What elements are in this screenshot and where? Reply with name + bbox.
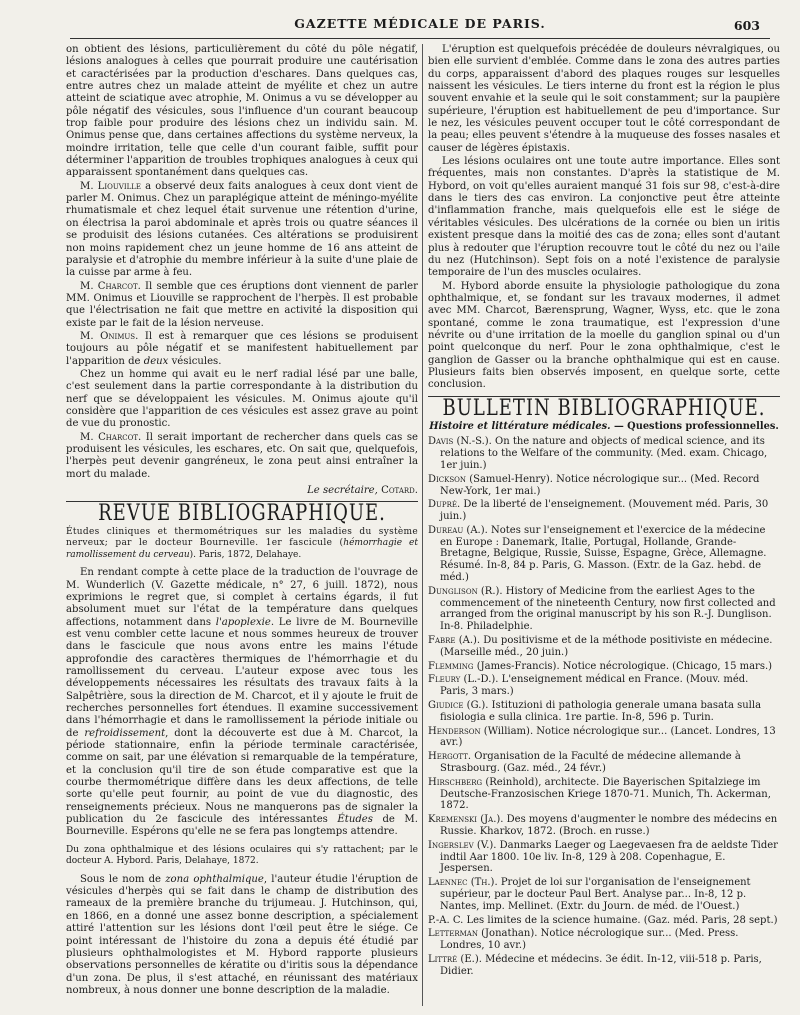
paragraph: M. Hybord aborde ensuite la physiologie pathologique du zona ophthalmique, et, se fondant sur les travaux modernes, il admet avec MM. Charcot, Bærensprung, Wagner, Wyss, etc. que le zona spontané, comme le zona traumatique, est l'expression d'une névrite ou d'une irritation de la moelle du ganglion spinal ou d'un point quelconque du nerf. Pour le zona ophthalmique, c'est le ganglion de Gasser ou la branche ophthalmique qui est en cause. Plusieurs faits bien observés imposent, en quelque sorte, cette conclusion. [428,280,780,391]
bibliography-entry [428,499,780,523]
entry-text: L'enseignement médical en France. (Mouv. méd. Paris, 3 mars.) [440,674,749,698]
bibliography-entry [428,436,780,471]
bibliography-entry [428,751,780,775]
entry-text: (Samuel-Henry). Notice nécrologique sur... (Med. Record New-York, 1er mai.) [440,473,760,497]
paragraph: M. Onimus. Il est à remarquer que ces lésions se produisent toujours au pôle négatif et se manifestent habituellement par l'apparition de deux vésicules. [66,330,418,367]
entry-text: On the nature and objects of medical science, and its relations to the Welfare of the community. (Med. exam. Chicago, 1er juin.) [440,436,768,471]
entry-author: Hirschberg [428,776,483,788]
entry-author: Dureau (A.). [428,524,488,536]
bibliography-entry [428,586,780,633]
review-heading: Du zona ophthalmique et des lésions oculaires qui s'y rattachent; par le docteur A. Hybord. Paris, Delahaye, 1872. [66,844,418,867]
speaker: M. Charcot. [80,431,142,443]
entry-author: Fleury (L.-D.). [428,674,499,686]
review-section-title: REVUE BIBLIOGRAPHIQUE. [98,500,386,527]
page-header [70,0,770,33]
paragraph: Sous le nom de zona ophthalmique, l'auteur étudie l'éruption de vésicules d'herpès qui se fait dans le champ de distribution des rameaux de la première branche du trijumeau. J. Hutchinson, qui, en 1866, en a donné une assez bonne description, a spécialement attiré l'attention sur les lésions dont l'œil peut être le siége. Ce point intéressant de l'histoire du zona a depuis été étudié par plusieurs ophthalmologistes et M. Hybord rapporte plusieurs observations personnelles de kératite ou d'iritis sous la dépendance d'un zona. De plus, il s'est attaché, en réunissant des matériaux nombreux, à nous donner une bonne description de la maladie. [66,873,418,996]
entry-text: Danmarks Laeger og Laegevaesen fra de aeldste Tider indtil Aar 1800. 10e liv. In-8, 129 à 208. Copenhague, E. Jespersen. [440,839,778,875]
entry-text: Istituzioni di pathologia generale umana basata sulla fisiologia e sulla clinica. 1re partie. In-8, 596 p. Turin. [440,700,762,723]
bibliography-entry [428,777,780,812]
signature: Le secrétaire, Cotard. [307,485,418,497]
bibliography-entry [428,661,780,673]
bibliography-entry [428,635,780,659]
bibliography-entry [428,954,780,978]
bibliography-entry [428,928,780,952]
right-column [428,44,780,1006]
left-column [66,44,418,1006]
entry-author: Kremenski (Ja.). [428,814,504,826]
entry-author: Flemming [428,660,474,672]
bibliography-entry [428,877,780,912]
entry-text: (Reinhold), architecte. Die Bayerischen Spitalziege im Deutsche-Franzosischen Kriege 1870-71. Munich, Th. Ackerman, 1872. [440,776,771,812]
bibliography-entry [428,700,780,724]
entry-text: Notes sur l'enseignement et l'exercice de la médecine en Europe : Danemark, Italie, Portugal, Hollande, Grande-Bretagne, Belgique, Russie, Suisse, Espagne, Grèce, Allemagne. Résumé. In-8, 84 p. Paris, G. Masson. (Extr. de la Gaz. hebd. de méd.) [440,524,767,584]
entry-author: Fabre (A.). [428,635,481,647]
entry-author: Laennec (Th.). [428,877,498,889]
bibliography-entry [428,726,780,750]
bibliography-entry [428,814,780,838]
bibliography-entry [428,915,780,927]
header-rule [70,38,770,39]
entry-text: Les limites de la science humaine. (Gaz. méd. Paris, 28 sept.) [466,914,778,926]
entry-author: Davis (N.-S.). [428,436,492,448]
journal-title: GAZETTE MÉDICALE DE PARIS. [294,16,546,31]
entry-author: Dunglison (R.). [428,585,503,597]
entry-author: Hergott. [428,751,472,763]
entry-author: P.-A. C. [428,914,464,926]
bulletin-section-title: BULLETIN BIBLIOGRAPHIQUE. [442,394,766,422]
review-heading: Études cliniques et thermométriques sur les maladies du système nerveux; par le docteur Bourneville. 1er fascicule (hémorrhagie et ramollissement du cerveau). Paris, 1872, Delahaye. [66,526,418,560]
entry-author: Henderson [428,725,481,737]
entry-author: Littré (E.). [428,953,482,965]
bibliography-entry [428,525,780,584]
entry-text: (Jonathan). Notice nécrologique sur... (Med. Press. Londres, 10 avr.) [440,928,739,952]
entry-author: Dupré. [428,499,461,511]
entry-author: Letterman [428,928,478,940]
entry-author: Dickson [428,473,467,485]
bibliography-entry [428,840,780,875]
entry-text: Projet de loi sur l'organisation de l'enseignement supérieur, par le docteur Paul Bert. Analyse par... In-8, 12 p. Nantes, imp. Mellinet. (Extr. du Journ. de méd. de l'Ouest.) [440,877,751,912]
speaker: M. Charcot. [80,280,141,292]
entry-text: (William). Notice nécrologique sur... (Lancet. Londres, 13 avr.) [440,725,776,749]
paragraph: En rendant compte à cette place de la traduction de l'ouvrage de M. Wunderlich (V. Gazette médicale, n° 27, 6 juill. 1872), nous exprimions le regret que, si complet à certains égards, il fut absolument muet sur l'état de la température dans quelques affections, notamment dans l'apoplexie. Le livre de M. Bourneville est venu combler cette lacune et nous sommes heureux de trouver dans le fascicule que nous avons entre les mains l'étude approfondie des caractères thermiques de l'hémorrhagie et du ramollissement du cerveau. L'auteur expose avec tous les développements nécessaires les résultats des travaux faits à la Salpêtrière, sous la direction de M. Charcot, et il y ajoute le fruit de recherches personnelles fort étendues. Il examine successivement dans l'hémorrhagie et dans le ramollissement la période initiale ou de refroidissement, dont la découverte est due à M. Charcot, la période stationnaire, enfin la période terminale caractérisée, comme on sait, par une élévation si remarquable de la température, et la conclusion qu'il tire de son étude comparative est que la courbe thermométrique diffère dans les deux affections, de telle sorte qu'elle peut fournir, au point de vue du diagnostic, des renseignements précieux. Nous ne manquerons pas de signaler la publication du 2e fascicule des intéressantes Études de M. Bourneville. Espérons qu'elle ne se fera pas longtemps attendre. [66,567,418,838]
paragraph: on obtient des lésions, particulièrement du côté du pôle négatif, lésions analogues à celles que pourrait produire une cautérisation et caractérisées par la production d'eschares. Dans quelques cas, entre autres chez un malade atteint de myélite et chez un autre atteint de sciatique avec atrophie, M. Onimus a vu se développer au pôle négatif des vésicules, sous l'influence d'un courant beaucoup trop faible pour produire des lésions chez un individu sain. M. Onimus pense que, dans certaines affections du système nerveux, la moindre irritation, telle que celle d'un courant faible, suffit pour déterminer l'apparition de troubles trophiques analogues à ceux qui apparaissent spontanément dans quelques cas. [66,44,418,179]
entry-text: De la liberté de l'enseignement. (Mouvement méd. Paris, 30 juin.) [440,499,769,523]
page-number: 603 [733,18,760,33]
entry-author: Ingerslev (V.). [428,839,497,851]
entry-text: Des moyens d'augmenter le nombre des médecins en Russie. Kharkov, 1872. (Broch. en russe.) [440,814,778,838]
bibliography-entry [428,674,780,698]
bulletin-subheading: Histoire et littérature médicales. — Questions professionnelles. [429,420,779,432]
entry-text: Organisation de la Faculté de médecine allemande à Strasbourg. (Gaz. méd., 24 févr.) [440,751,741,775]
paragraph: M. Charcot. Il serait important de rechercher dans quels cas se produisent les vésicules, les eschares, etc. On sait que, quelquefois, l'herpès peut devenir gangréneux, le zona peut ainsi entraîner la mort du malade. [66,431,418,480]
paragraph: L'éruption est quelquefois précédée de douleurs névralgiques, ou bien elle survient d'emblée. Comme dans le zona des autres parties du corps, apparaissent d'abord des plaques rouges sur lesquelles naissent les vésicules. Le tiers interne du front est la région le plus souvent envahie et la seule qui le soit constamment; sur la paupière supérieure, l'éruption est habituellement de peu d'importance. Sur le nez, les vésicules peuvent occuper tout le côté correspondant de la peau; elles peuvent s'étendre à la muqueuse des fosses nasales et causer de légères épistaxis. [428,44,780,154]
entry-text: (James-Francis). Notice nécrologique. (Chicago, 15 mars.) [476,660,773,672]
entry-author: Giudice (G.). [428,700,489,712]
bibliography-list [428,436,780,977]
paragraph: Les lésions oculaires ont une toute autre importance. Elles sont fréquentes, mais non constantes. D'après la statistique de M. Hybord, on voit qu'elles auraient manqué 31 fois sur 98, c'est-à-dire dans le tiers des cas environ. La conjonctive peut être atteinte d'inflammation franche, mais quelquefois elle est le siége de véritables vésicules. Des ulcérations de la cornée ou bien un iritis existent presque dans la moitié des cas de zona; elles sont d'autant plus à redouter que l'éruption recouvre tout le côté du nez ou l'aile du nez (Hutchinson). Sept fois on a noté l'existence de paralysie temporaire de l'un des muscles oculaires. [428,156,780,279]
bibliography-entry [428,474,780,498]
paragraph: Chez un homme qui avait eu le nerf radial lésé par une balle, c'est seulement dans la partie correspondante à la distribution du nerf que se développaient les vésicules. M. Onimus ajoute qu'il considère que l'apparition de ces vésicules est assez grave au point de vue du pronostic. [66,368,418,430]
column-divider [422,44,423,1006]
paragraph: M. Charcot. Il semble que ces éruptions dont viennent de parler MM. Onimus et Liouville se rapprochent de l'herpès. Il est probable que l'électrisation ne fait que mettre en activité la disposition qui existe par le fait de la lésion nerveuse. [66,280,418,329]
speaker: M. Liouville [80,180,141,192]
entry-text: Du positivisme et de la méthode positiviste en médecine. (Marseille méd., 20 juin.) [440,635,773,658]
paragraph: M. Liouville a observé deux faits analogues à ceux dont vient de parler M. Onimus. Chez un paraplégique atteint de méningo-myélite rhumatismale et chez lequel était survenue une rétention d'urine, on électrisa la paroi abdominale et après trois ou quatre séances il se produisit des lésions cutanées. Ces altérations se produisirent non moins rapidement chez un jeune homme de 16 ans atteint de paralysie et d'atrophie du membre inférieur à la suite d'une plaie de la cuisse par arme à feu. [66,180,418,279]
speaker: M. Onimus. [80,330,139,342]
entry-text: Médecine et médecins. 3e édit. In-12, viii-518 p. Paris, Didier. [440,953,762,977]
entry-text: History of Medicine from the earliest Ages to the commencement of the nineteenth Century, now first collected and arranged from the original manuscript by his son R.-J. Dunglison. In-8. Philadelphie. [440,585,776,633]
